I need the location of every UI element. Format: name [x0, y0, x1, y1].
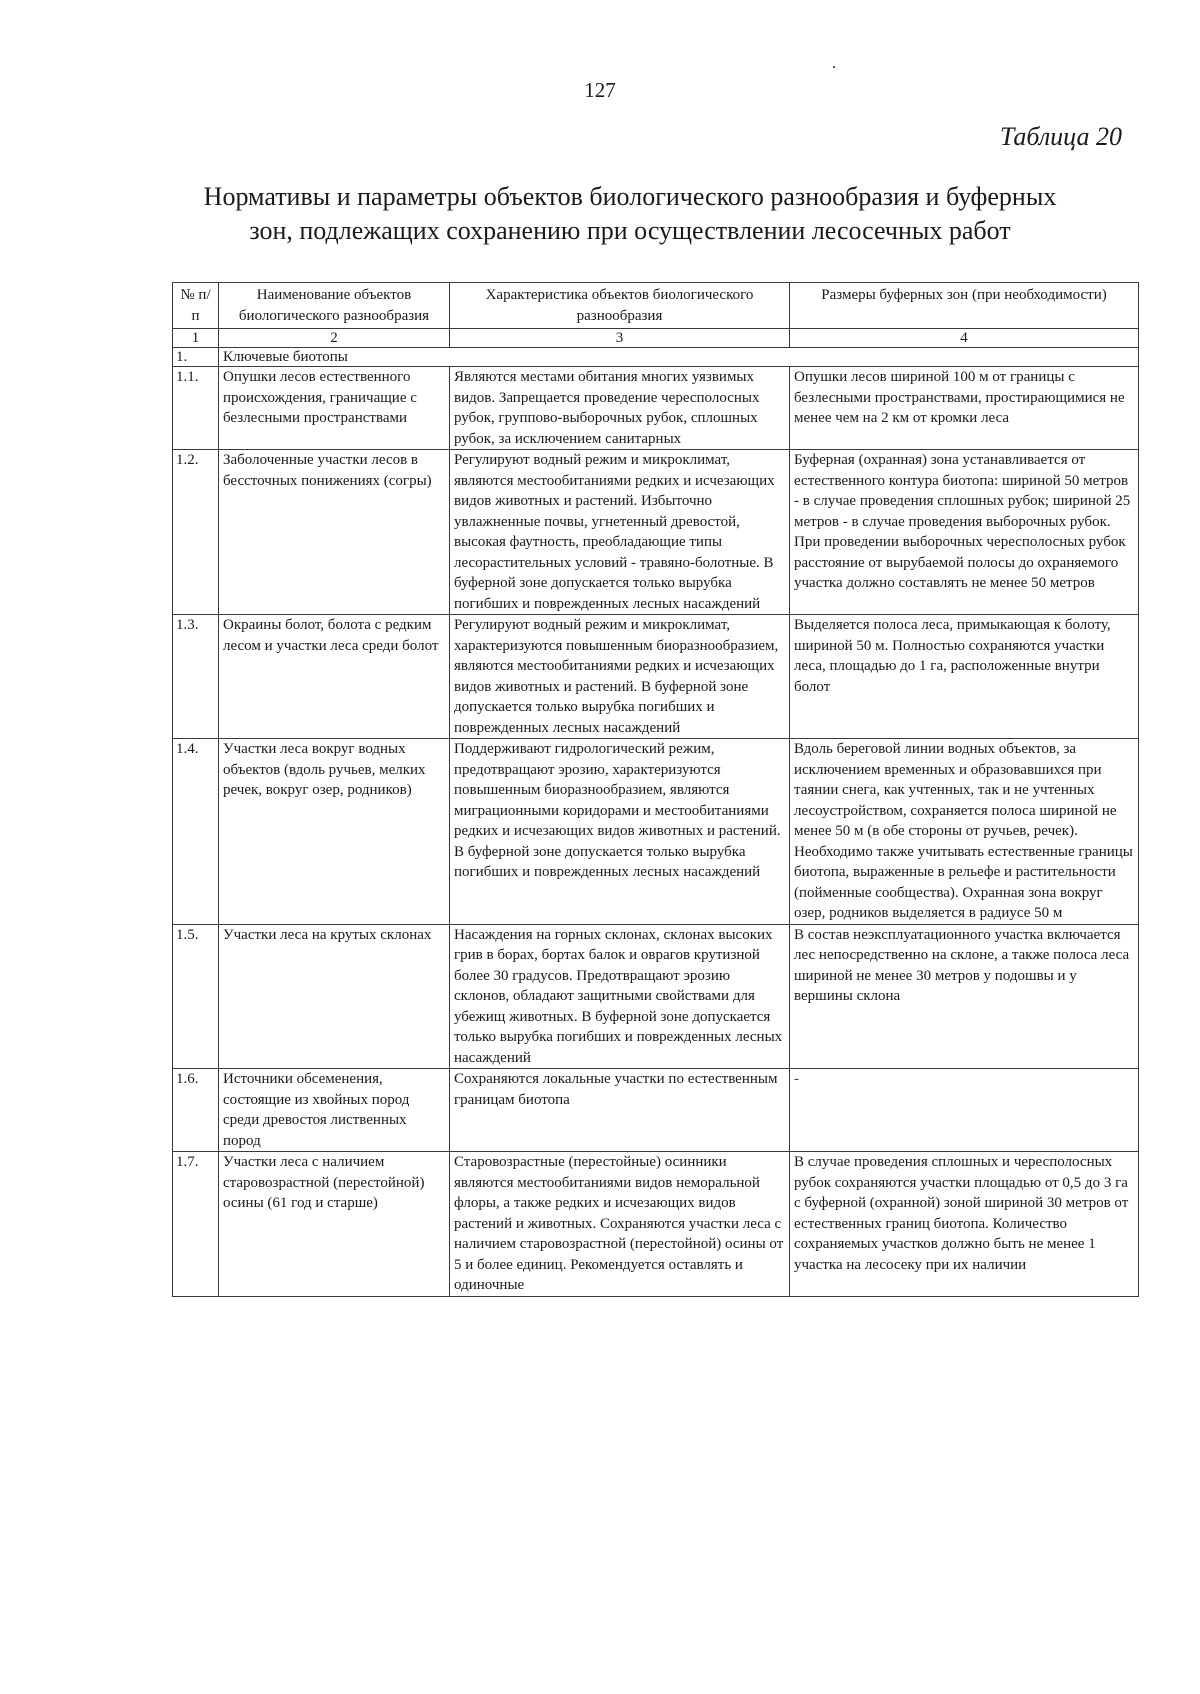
- row-characteristic: Старовозрастные (перестойные) осинники являются местообитаниями видов неморальной флоры, а также редких и исчезающих видов растений и животных. Сохраняются участки леса с наличием старовозрастной (перестойной) осины от 5 и более единиц. Рекомендуется оставлять и одиночные: [450, 1152, 790, 1297]
- table-row: [173, 367, 1139, 450]
- row-num: 1.5.: [173, 924, 219, 1069]
- table-label: Таблица 20: [999, 122, 1122, 151]
- row-characteristic: Являются местами обитания многих уязвимых видов. Запрещается проведение чересполосных рубок, группово-выборочных рубок, сплошных рубок, за исключением санитарных: [450, 367, 790, 450]
- document-title: [150, 180, 1110, 248]
- row-num: 1.2.: [173, 450, 219, 615]
- table-row: [173, 924, 1139, 1069]
- row-buffer-zone: -: [790, 1069, 1139, 1152]
- row-buffer-zone: Буферная (охранная) зона устанавливается от естественного контура биотопа: шириной 50 метров - в случае проведения сплошных рубок; шириной 25 метров - в случае проведения выборочных рубок. При проведении выборочных чересполосных рубок расстояние от вырубаемой полосы до охраняемого участка должно составлять не менее 50 метров: [790, 450, 1139, 615]
- header-characteristic: Характеристика объектов биологического разнообразия: [450, 283, 790, 329]
- row-buffer-zone: В случае проведения сплошных и чересполосных рубок сохраняются участки площадью от 0,5 до 3 га с буферной (охранной) зоной шириной 30 метров от естественных границ биотопа. Количество сохраняемых участков должно быть не менее 1 участка на лесосеку при их наличии: [790, 1152, 1139, 1297]
- section-row: [173, 348, 1139, 367]
- title-line-1: Нормативы и параметры объектов биологического разнообразия и буферных: [203, 182, 1057, 211]
- table-row: [173, 450, 1139, 615]
- row-buffer-zone: В состав неэксплуатационного участка включается лес непосредственно на склоне, а также полоса леса шириной не менее 30 метров у подошвы и у вершины склона: [790, 924, 1139, 1069]
- column-number: 2: [219, 329, 450, 348]
- row-num: 1.6.: [173, 1069, 219, 1152]
- row-name: Источники обсеменения, состоящие из хвойных пород среди древостоя лиственных пород: [219, 1069, 450, 1152]
- row-characteristic: Насаждения на горных склонах, склонах высоких грив в борах, бортах балок и оврагов крутизной более 30 градусов. Предотвращают эрозию склонов, обладают защитными свойствами для убежищ животных. В буферной зоне допускается только вырубка погибших и поврежденных лесных насаждений: [450, 924, 790, 1069]
- row-num: 1.7.: [173, 1152, 219, 1297]
- row-name: Участки леса вокруг водных объектов (вдоль ручьев, мелких речек, вокруг озер, родников): [219, 739, 450, 925]
- row-name: Участки леса на крутых склонах: [219, 924, 450, 1069]
- header-buffer-zone: Размеры буферных зон (при необходимости): [790, 283, 1139, 329]
- scan-speck: [833, 66, 835, 68]
- header-row: [173, 283, 1139, 329]
- section-num: 1.: [173, 348, 219, 367]
- row-buffer-zone: Выделяется полоса леса, примыкающая к болоту, шириной 50 м. Полностью сохраняются участки леса, площадью до 1 га, расположенные внутри болот: [790, 615, 1139, 739]
- row-buffer-zone: Вдоль береговой линии водных объектов, за исключением временных и образовавшихся при таянии снега, как учтенных, так и не учтенных лесоустройством, сохраняется полоса шириной не менее 50 м (в обе стороны от ручьев, речек). Необходимо также учитывать естественные границы биотопа, выраженные в рельефе и растительности (пойменные сообщества). Охранная зона вокруг озер, родников выделяется в радиусе 50 м: [790, 739, 1139, 925]
- row-characteristic: Регулируют водный режим и микроклимат, являются местообитаниями редких и исчезающих видов животных и растений. Избыточно увлажненные почвы, угнетенный древостой, высокая фаутность, преобладающие типы лесорастительных условий - травяно-болотные. В буферной зоне допускается только вырубка погибших и поврежденных лесных насаждений: [450, 450, 790, 615]
- header-name: Наименование объектов биологического разнообразия: [219, 283, 450, 329]
- title-line-2: зон, подлежащих сохранению при осуществлении лесосечных работ: [249, 216, 1011, 245]
- row-num: 1.3.: [173, 615, 219, 739]
- table-row: [173, 1069, 1139, 1152]
- row-num: 1.4.: [173, 739, 219, 925]
- row-characteristic: Сохраняются локальные участки по естественным границам биотопа: [450, 1069, 790, 1152]
- table-row: [173, 1152, 1139, 1297]
- table-row: [173, 615, 1139, 739]
- row-name: Участки леса с наличием старовозрастной (перестойной) осины (61 год и старше): [219, 1152, 450, 1297]
- norms-table: [172, 282, 1139, 1297]
- page-number: 127: [584, 78, 616, 102]
- row-characteristic: Регулируют водный режим и микроклимат, характеризуются повышенным биоразнообразием, являются местообитаниями редких и исчезающих видов животных и растений. В буферной зоне допускается только вырубка погибших и поврежденных лесных насаждений: [450, 615, 790, 739]
- table-row: [173, 739, 1139, 925]
- column-number: 4: [790, 329, 1139, 348]
- row-name: Заболоченные участки лесов в бессточных понижениях (согры): [219, 450, 450, 615]
- row-characteristic: Поддерживают гидрологический режим, предотвращают эрозию, характеризуются повышенным биоразнообразием, являются миграционными коридорами и местообитаниями редких и исчезающих видов животных и растений. В буферной зоне допускается только вырубка погибших и поврежденных лесных насаждений: [450, 739, 790, 925]
- column-number-row: [173, 329, 1139, 348]
- row-num: 1.1.: [173, 367, 219, 450]
- header-num: № п/п: [173, 283, 219, 329]
- column-number: 3: [450, 329, 790, 348]
- row-buffer-zone: Опушки лесов шириной 100 м от границы с безлесными пространствами, простирающимися не менее чем на 2 км от кромки леса: [790, 367, 1139, 450]
- section-title: Ключевые биотопы: [219, 348, 1139, 367]
- row-name: Опушки лесов естественного происхождения, граничащие с безлесными пространствами: [219, 367, 450, 450]
- column-number: 1: [173, 329, 219, 348]
- row-name: Окраины болот, болота с редким лесом и участки леса среди болот: [219, 615, 450, 739]
